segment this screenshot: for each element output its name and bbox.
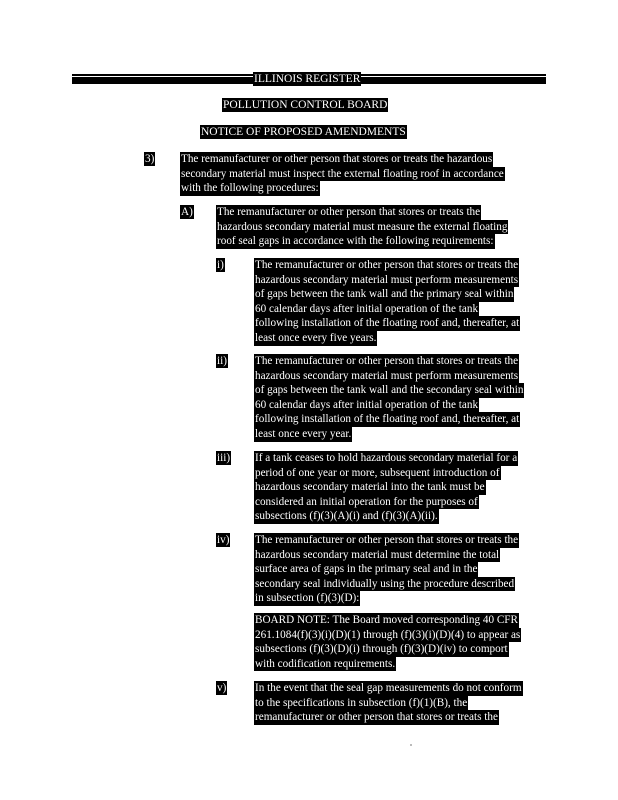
text-line: with codification requirements. (255, 657, 396, 670)
text-line: secondary material must inspect the external floating roof in accordance (181, 167, 504, 180)
section-v-label: v) (217, 682, 227, 694)
text-line: of gaps between the tank wall and the secondary seal within (255, 384, 524, 397)
text-line: with the following procedures: (181, 182, 319, 195)
text-line: BOARD NOTE: The Board moved corresponding 40 CFR (255, 614, 518, 626)
register-title: ILLINOIS REGISTER (254, 73, 361, 85)
board-title: POLLUTION CONTROL BOARD (223, 99, 388, 111)
text-line: least once every year. (255, 427, 352, 440)
section-A-text (216, 205, 508, 249)
board-note (254, 613, 521, 671)
text-line: roof seal gaps in accordance with the following requirements: (217, 235, 494, 248)
text-line: subsections (f)(3)(A)(i) and (f)(3)(A)(ii). (255, 510, 438, 523)
section-ii-text (254, 354, 524, 442)
text-line: remanufacturer or other person that stores or treats the (255, 711, 498, 724)
text-line: of gaps between the tank wall and the primary seal within (255, 288, 514, 301)
text-line: The remanufacturer or other person that stores or treats the (255, 259, 519, 271)
text-line: in subsection (f)(3)(D): (255, 592, 360, 605)
text-line: hazardous secondary material must perform measurements (255, 369, 519, 382)
text-line: If a tank ceases to hold hazardous secondary material for a (255, 452, 518, 464)
section-ii-label: ii) (217, 355, 227, 367)
text-line: The remanufacturer or other person that stores or treats the (255, 534, 519, 546)
section-iv-label: iv) (217, 534, 230, 546)
text-line: following installation of the floating roof and, thereafter, at (255, 413, 520, 426)
section-i-text (254, 258, 520, 346)
text-line: The remanufacturer or other person that stores or treats the (255, 355, 519, 367)
text-line: considered an initial operation for the purposes of (255, 495, 478, 508)
text-line: 60 calendar days after initial operation of the tank (255, 302, 479, 315)
section-3-text (180, 152, 505, 196)
text-line: to the specifications in subsection (f)(1)(B), the (255, 696, 468, 709)
section-iii-text (254, 451, 518, 524)
section-iv-text (254, 533, 519, 606)
text-line: following installation of the floating roof and, thereafter, at (255, 317, 520, 330)
notice-title: NOTICE OF PROPOSED AMENDMENTS (201, 126, 406, 138)
text-line: period of one year or more, subsequent introduction of (255, 466, 500, 479)
section-3-label: 3) (145, 153, 155, 165)
text-line: hazardous secondary material must measure the external floating (217, 220, 508, 233)
section-A-label: A) (181, 206, 193, 218)
text-line: 60 calendar days after initial operation of the tank (255, 398, 479, 411)
section-v-text (254, 681, 523, 725)
text-line: 261.1084(f)(3)(i)(D)(1) through (f)(3)(i)(D)(4) to appear as (255, 628, 521, 641)
text-line: secondary seal individually using the procedure described (255, 577, 515, 590)
text-line: The remanufacturer or other person that stores or treats the hazardous (181, 153, 493, 165)
text-line: subsections (f)(3)(D)(i) through (f)(3)(D)(iv) to comport (255, 643, 508, 656)
text-line: The remanufacturer or other person that stores or treats the (217, 206, 481, 218)
page-speck (410, 744, 412, 746)
text-line: In the event that the seal gap measurements do not conform (255, 682, 522, 694)
text-line: hazardous secondary material must perform measurements (255, 273, 519, 286)
text-line: hazardous secondary material must determine the total (255, 548, 500, 561)
text-line: least once every five years. (255, 331, 377, 344)
text-line: hazardous secondary material into the tank must be (255, 481, 485, 494)
section-iii-label: iii) (217, 452, 231, 464)
section-i-label: i) (217, 259, 224, 271)
text-line: surface area of gaps in the primary seal and in the (255, 563, 478, 576)
